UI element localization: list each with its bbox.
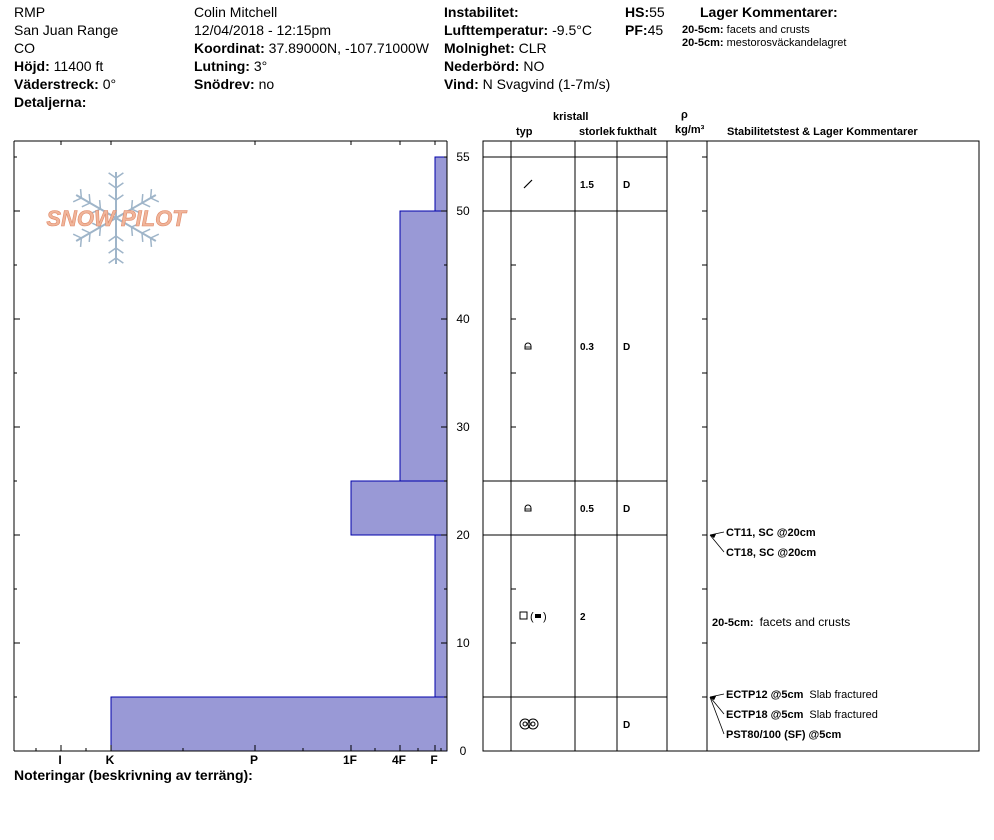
facet-with-crust-icon <box>520 611 547 623</box>
hs-value: 55 <box>649 4 665 20</box>
sky-value: CLR <box>518 40 547 56</box>
x-tick-label: F <box>430 753 438 767</box>
crystal-header: kristall <box>553 111 589 123</box>
layer-comment-text: mestorosväckandelagret <box>726 37 847 49</box>
hardness-bar-0 <box>111 697 447 751</box>
hs-label: HS: <box>625 4 650 20</box>
wind-value: N Svagvind (1-7m/s) <box>482 76 611 92</box>
x-tick-label: K <box>105 753 115 767</box>
flake-branch <box>109 236 116 241</box>
svg-text:): ) <box>543 611 547 623</box>
elevation-label: Höjd: <box>14 58 50 74</box>
flake-branch <box>89 194 90 203</box>
stability-pointer <box>710 697 724 714</box>
flake-branch <box>151 234 159 238</box>
precip-value: NO <box>523 58 545 74</box>
stability-pointer <box>710 694 724 697</box>
x-tick-label: P <box>249 753 259 767</box>
y-tick-label: 30 <box>456 420 470 434</box>
observation-datetime: 12/04/2018 - 12:15pm <box>194 22 331 38</box>
snowpilot-logo-text: SNOW PILOT <box>46 206 186 231</box>
svg-text:(: ( <box>530 611 534 623</box>
x-tick-label: I <box>58 753 62 767</box>
stability-pointer <box>710 697 724 734</box>
grain-size-1: 0.3 <box>580 342 594 353</box>
moisture-4: D <box>623 720 631 731</box>
flake-branch <box>109 183 116 188</box>
flake-branch <box>109 173 116 178</box>
notes-label: Noteringar (beskrivning av terräng): <box>14 767 253 783</box>
org-name: RMP <box>14 4 46 20</box>
state-name: CO <box>14 40 35 56</box>
flake-branch <box>81 189 82 198</box>
flake-branch <box>116 258 123 263</box>
stability-pointer <box>710 535 724 552</box>
flake-branch <box>73 198 81 202</box>
airtemp-value: -9.5°C <box>552 22 592 38</box>
stability-test-4: PST80/100 (SF) @5cm <box>726 729 842 741</box>
details-label: Detaljerna: <box>14 94 87 110</box>
flake-branch <box>116 183 123 188</box>
hardness-bar-2 <box>351 481 447 535</box>
precip-label: Nederbörd: <box>444 58 520 74</box>
stability-test-2: ECTP12 @5cm Slab fractured <box>726 689 878 701</box>
y-tick-label: 55 <box>456 150 470 164</box>
flake-branch <box>116 195 123 200</box>
elevation-value: 11400 ft <box>53 58 104 74</box>
y-tick-label: 10 <box>456 636 470 650</box>
layer-comments-title: Lager Kommentarer: <box>700 4 838 20</box>
flake-branch <box>89 233 90 242</box>
pf-label: PF: <box>625 22 648 38</box>
grain-size-2: 0.5 <box>580 504 594 515</box>
y-tick-label: 0 <box>459 744 467 758</box>
x-tick-label: 1F <box>342 753 358 767</box>
layer-comment-range: 20-5cm: <box>682 24 724 36</box>
aspect-value: 0° <box>102 76 117 92</box>
y-tick-label: 20 <box>456 528 470 542</box>
coordinate-value: 37.89000N, -107.71000W <box>268 40 429 56</box>
flake-branch <box>116 173 123 178</box>
aspect-label: Väderstreck: <box>14 76 99 92</box>
grain-size-3: 2 <box>580 612 586 623</box>
rho-header: ρ <box>681 109 688 121</box>
flake-branch <box>151 189 152 198</box>
coordinate-label: Koordinat: <box>194 40 265 56</box>
density-unit-header: kg/m³ <box>675 124 705 136</box>
flake-branch <box>151 238 152 247</box>
flake-branch <box>116 236 123 241</box>
flake-branch <box>142 233 143 242</box>
range-name: San Juan Range <box>14 22 119 38</box>
hardness-bar-4 <box>435 157 447 211</box>
slope-label: Lutning: <box>194 58 250 74</box>
stability-test-0: CT11, SC @20cm <box>726 527 816 539</box>
y-tick-label: 40 <box>456 312 470 326</box>
rounded-grain-icon <box>525 505 531 511</box>
flake-branch <box>151 198 159 202</box>
melt-freeze-icon <box>520 719 538 729</box>
grain-size-0: 1.5 <box>580 180 594 191</box>
stability-header: Stabilitetstest & Lager Kommentarer <box>727 126 918 138</box>
instability-label: Instabilitet: <box>444 4 519 20</box>
size-header: storlek <box>579 126 616 138</box>
y-tick-label: 50 <box>456 204 470 218</box>
flake-branch <box>109 258 116 263</box>
stability-test-1: CT18, SC @20cm <box>726 547 817 559</box>
airtemp-label: Lufttemperatur: <box>444 22 549 38</box>
moisture-1: D <box>623 342 631 353</box>
pf-value: 45 <box>647 22 664 38</box>
stability-layer-comment: 20-5cm: facets and crusts <box>712 615 851 629</box>
drift-value: no <box>258 76 275 92</box>
layer-comment-range: 20-5cm: <box>682 37 724 49</box>
moisture-0: D <box>623 180 631 191</box>
flake-branch <box>73 234 81 238</box>
moisture-2: D <box>623 504 631 515</box>
flake-branch <box>142 194 143 203</box>
flake-branch <box>116 248 123 253</box>
hardness-bar-1 <box>435 535 447 697</box>
x-tick-label: 4F <box>391 753 407 767</box>
wind-label: Vind: <box>444 76 479 92</box>
snowpilot-logo <box>46 172 187 264</box>
stability-pointer <box>710 532 724 535</box>
slope-value: 3° <box>253 58 268 74</box>
hardness-bar-3 <box>400 211 447 481</box>
flake-branch <box>109 195 116 200</box>
observer-name: Colin Mitchell <box>194 4 278 20</box>
precip-particle-icon <box>524 180 532 188</box>
stability-test-3: ECTP18 @5cm Slab fractured <box>726 709 878 721</box>
rounded-grain-icon <box>525 343 531 349</box>
moisture-header: fukthalt <box>617 126 657 138</box>
flake-branch <box>109 248 116 253</box>
flake-branch <box>81 238 82 247</box>
drift-label: Snödrev: <box>194 76 255 92</box>
type-header: typ <box>516 126 533 138</box>
layer-table-frame <box>483 141 979 751</box>
sky-label: Molnighet: <box>444 40 515 56</box>
layer-comment-text: facets and crusts <box>726 24 810 36</box>
